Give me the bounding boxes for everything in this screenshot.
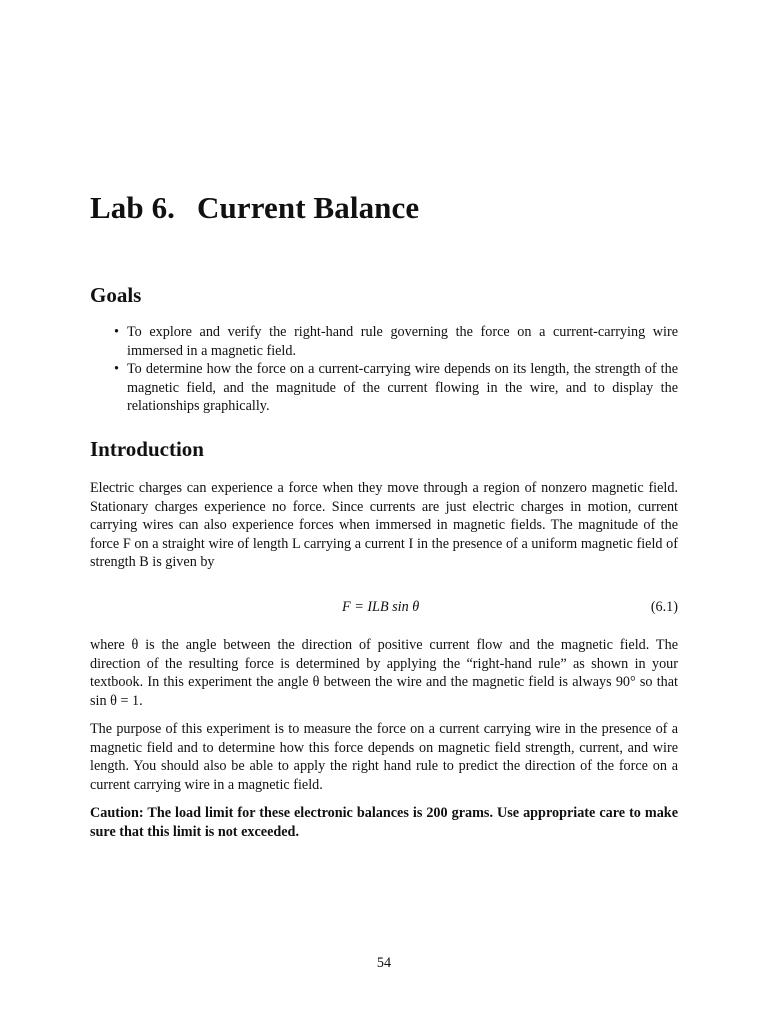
introduction-paragraph-1: Electric charges can experience a force when they move through a region of nonzero magnetic field. Stationary charges experience no force. Since currents are just electric charges in motion, current carrying wires can also experience forces when immersed in magnetic fields. The magnitude of the force F on a straight wire of length L carrying a current I in the presence of a uniform magnetic field of strength B is given by bbox=[90, 480, 678, 571]
bullet-icon: • bbox=[114, 324, 119, 340]
goal-text: To explore and verify the right-hand rule governing the force on a current-carrying wire immersed in a magnetic field. bbox=[127, 324, 678, 359]
goals-list bbox=[90, 323, 678, 416]
introduction-heading: Introduction bbox=[90, 437, 204, 461]
chapter-title-text: Current Balance bbox=[197, 190, 420, 225]
introduction-paragraph-2: where θ is the angle between the direction of positive current flow and the magnetic field. The direction of the resulting force is determined by applying the “right-hand rule” as shown in your textbook. In this experiment the angle θ between the wire and the magnetic field is always 90° so that sin θ = 1. bbox=[90, 637, 678, 709]
goal-text: To determine how the force on a current-carrying wire depends on its length, the strength of the magnetic field, and the magnitude of the current flowing in the wire, and to display the relationships graphically. bbox=[127, 361, 678, 415]
equation-6-1 bbox=[90, 599, 678, 619]
chapter-number: Lab 6. bbox=[90, 190, 176, 225]
goal-item bbox=[90, 323, 678, 360]
bullet-icon: • bbox=[114, 361, 119, 378]
chapter-title bbox=[90, 190, 419, 226]
goal-item bbox=[90, 360, 678, 416]
page-number: 54 bbox=[376, 955, 392, 971]
equation-number: (6.1) bbox=[650, 599, 678, 615]
introduction-paragraph-3: The purpose of this experiment is to measure the force on a current carrying wire in the presence of a magnetic field and to determine how this force depends on magnetic field strength, current, and wire length. You should also be able to apply the right hand rule to predict the direction of the force on a current carrying wire in a magnetic field. bbox=[90, 721, 678, 793]
equation-expression: F = ILB sin θ bbox=[342, 599, 420, 615]
goals-heading: Goals bbox=[90, 283, 142, 307]
caution-note: Caution: The load limit for these electronic balances is 200 grams. Use appropriate care to make sure that this limit is not exceeded. bbox=[90, 805, 678, 840]
document-page bbox=[90, 0, 678, 1024]
